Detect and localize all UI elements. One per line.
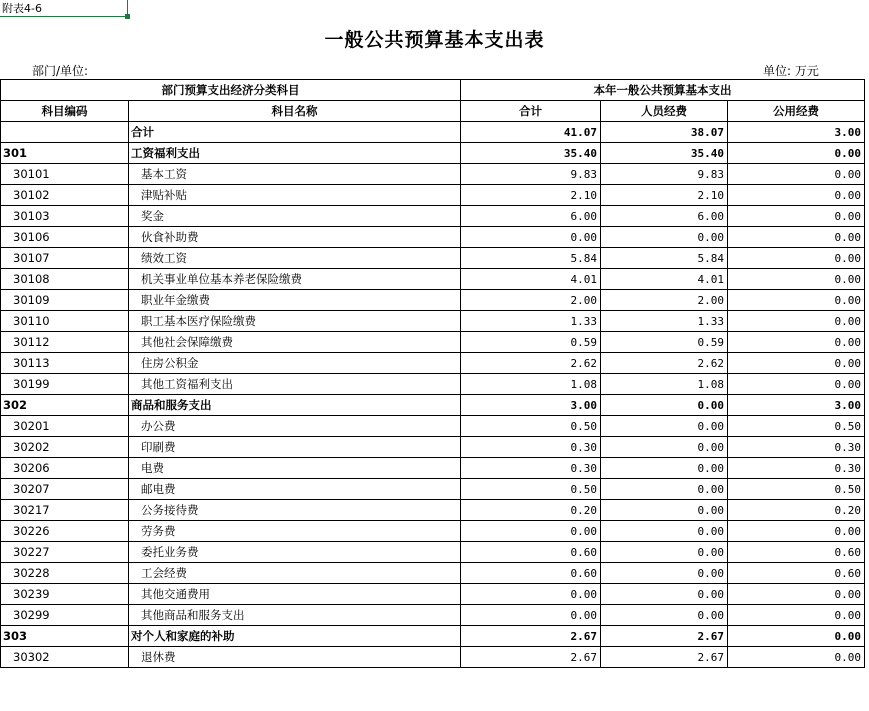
row-personnel[interactable]: 4.01 bbox=[601, 269, 728, 290]
row-public[interactable]: 0.30 bbox=[728, 437, 865, 458]
table-row bbox=[1, 206, 865, 227]
row-personnel[interactable]: 2.10 bbox=[601, 185, 728, 206]
row-personnel[interactable]: 0.00 bbox=[601, 458, 728, 479]
row-total[interactable]: 2.00 bbox=[461, 290, 601, 311]
row-public[interactable]: 0.00 bbox=[728, 164, 865, 185]
row-personnel[interactable]: 2.67 bbox=[601, 647, 728, 668]
row-name[interactable]: 工资福利支出 bbox=[129, 143, 461, 164]
table-row bbox=[1, 647, 865, 668]
row-name[interactable]: 工会经费 bbox=[129, 563, 461, 584]
row-total[interactable]: 5.84 bbox=[461, 248, 601, 269]
row-code[interactable]: 30106 bbox=[1, 227, 129, 248]
row-code[interactable]: 30217 bbox=[1, 500, 129, 521]
row-personnel[interactable]: 1.08 bbox=[601, 374, 728, 395]
row-code[interactable]: 30207 bbox=[1, 479, 129, 500]
row-total[interactable]: 41.07 bbox=[461, 122, 601, 143]
table-row bbox=[1, 374, 865, 395]
row-total[interactable]: 0.59 bbox=[461, 332, 601, 353]
row-personnel[interactable]: 35.40 bbox=[601, 143, 728, 164]
row-code[interactable]: 30112 bbox=[1, 332, 129, 353]
row-code[interactable]: 30109 bbox=[1, 290, 129, 311]
row-name[interactable]: 办公费 bbox=[129, 416, 461, 437]
row-public[interactable]: 0.50 bbox=[728, 416, 865, 437]
row-code[interactable]: 30108 bbox=[1, 269, 129, 290]
row-name[interactable]: 职工基本医疗保险缴费 bbox=[129, 311, 461, 332]
row-code[interactable]: 30202 bbox=[1, 437, 129, 458]
header-group-left: 部门预算支出经济分类科目 bbox=[1, 80, 461, 101]
row-personnel[interactable]: 0.00 bbox=[601, 521, 728, 542]
row-public[interactable]: 3.00 bbox=[728, 122, 865, 143]
table-row bbox=[1, 563, 865, 584]
row-name[interactable]: 公务接待费 bbox=[129, 500, 461, 521]
row-name[interactable]: 商品和服务支出 bbox=[129, 395, 461, 416]
row-code[interactable]: 30103 bbox=[1, 206, 129, 227]
row-total[interactable]: 2.67 bbox=[461, 647, 601, 668]
row-total[interactable]: 0.50 bbox=[461, 416, 601, 437]
table-body bbox=[1, 122, 865, 668]
row-personnel[interactable]: 2.00 bbox=[601, 290, 728, 311]
row-personnel[interactable]: 0.00 bbox=[601, 584, 728, 605]
row-code[interactable]: 302 bbox=[1, 395, 129, 416]
table-row bbox=[1, 626, 865, 647]
row-personnel[interactable]: 1.33 bbox=[601, 311, 728, 332]
selected-cell[interactable] bbox=[0, 0, 128, 17]
row-name[interactable]: 其他社会保障缴费 bbox=[129, 332, 461, 353]
header-code: 科目编码 bbox=[1, 101, 129, 122]
row-public[interactable]: 0.00 bbox=[728, 206, 865, 227]
row-name[interactable]: 绩效工资 bbox=[129, 248, 461, 269]
row-public[interactable]: 0.00 bbox=[728, 332, 865, 353]
row-total[interactable]: 0.20 bbox=[461, 500, 601, 521]
table-row bbox=[1, 164, 865, 185]
row-personnel[interactable]: 0.00 bbox=[601, 416, 728, 437]
row-personnel[interactable]: 9.83 bbox=[601, 164, 728, 185]
fill-handle[interactable] bbox=[125, 14, 130, 19]
row-public[interactable]: 0.20 bbox=[728, 500, 865, 521]
table-row bbox=[1, 269, 865, 290]
table-row bbox=[1, 122, 865, 143]
row-code[interactable]: 30206 bbox=[1, 458, 129, 479]
row-personnel[interactable]: 0.59 bbox=[601, 332, 728, 353]
budget-table bbox=[0, 79, 865, 668]
row-public[interactable]: 0.00 bbox=[728, 185, 865, 206]
row-public[interactable]: 0.50 bbox=[728, 479, 865, 500]
row-total[interactable]: 0.30 bbox=[461, 458, 601, 479]
row-public[interactable]: 0.00 bbox=[728, 269, 865, 290]
row-total[interactable]: 0.50 bbox=[461, 479, 601, 500]
row-total[interactable]: 2.62 bbox=[461, 353, 601, 374]
row-personnel[interactable]: 0.00 bbox=[601, 395, 728, 416]
row-code[interactable]: 30227 bbox=[1, 542, 129, 563]
row-total[interactable]: 1.08 bbox=[461, 374, 601, 395]
row-code[interactable] bbox=[1, 122, 129, 143]
table-row bbox=[1, 500, 865, 521]
table-row bbox=[1, 353, 865, 374]
row-personnel[interactable]: 2.67 bbox=[601, 626, 728, 647]
row-public[interactable]: 0.00 bbox=[728, 248, 865, 269]
row-total[interactable]: 0.60 bbox=[461, 542, 601, 563]
row-personnel[interactable]: 0.00 bbox=[601, 605, 728, 626]
row-personnel[interactable]: 0.00 bbox=[601, 479, 728, 500]
row-code[interactable]: 30113 bbox=[1, 353, 129, 374]
row-code[interactable]: 30110 bbox=[1, 311, 129, 332]
row-code[interactable]: 30199 bbox=[1, 374, 129, 395]
table-row bbox=[1, 290, 865, 311]
row-total[interactable]: 2.67 bbox=[461, 626, 601, 647]
unit-label: 单位: 万元 bbox=[763, 64, 819, 78]
row-public[interactable]: 0.00 bbox=[728, 605, 865, 626]
dept-label: 部门/单位: bbox=[32, 64, 89, 78]
row-personnel[interactable]: 6.00 bbox=[601, 206, 728, 227]
table-row bbox=[1, 542, 865, 563]
row-name[interactable]: 职业年金缴费 bbox=[129, 290, 461, 311]
page-title: 一般公共预算基本支出表 bbox=[324, 29, 545, 51]
row-name[interactable]: 退休费 bbox=[129, 647, 461, 668]
row-code[interactable]: 30201 bbox=[1, 416, 129, 437]
row-code[interactable]: 30101 bbox=[1, 164, 129, 185]
row-public[interactable]: 0.60 bbox=[728, 563, 865, 584]
row-code[interactable]: 30102 bbox=[1, 185, 129, 206]
row-total[interactable]: 3.00 bbox=[461, 395, 601, 416]
row-personnel[interactable]: 0.00 bbox=[601, 500, 728, 521]
row-personnel[interactable]: 0.00 bbox=[601, 227, 728, 248]
row-total[interactable]: 4.01 bbox=[461, 269, 601, 290]
table-row bbox=[1, 521, 865, 542]
header-personnel: 人员经费 bbox=[601, 101, 728, 122]
row-public[interactable]: 0.00 bbox=[728, 521, 865, 542]
row-name[interactable]: 机关事业单位基本养老保险缴费 bbox=[129, 269, 461, 290]
row-public[interactable]: 0.00 bbox=[728, 143, 865, 164]
row-public[interactable]: 0.00 bbox=[728, 584, 865, 605]
row-personnel[interactable]: 0.00 bbox=[601, 563, 728, 584]
table-row bbox=[1, 248, 865, 269]
row-name[interactable]: 劳务费 bbox=[129, 521, 461, 542]
table-row bbox=[1, 479, 865, 500]
row-total[interactable]: 0.00 bbox=[461, 227, 601, 248]
row-code[interactable]: 303 bbox=[1, 626, 129, 647]
row-total[interactable]: 6.00 bbox=[461, 206, 601, 227]
header-public: 公用经费 bbox=[728, 101, 865, 122]
row-public[interactable]: 0.30 bbox=[728, 458, 865, 479]
row-personnel[interactable]: 2.62 bbox=[601, 353, 728, 374]
row-name[interactable]: 其他交通费用 bbox=[129, 584, 461, 605]
row-total[interactable]: 35.40 bbox=[461, 143, 601, 164]
row-total[interactable]: 2.10 bbox=[461, 185, 601, 206]
row-public[interactable]: 0.00 bbox=[728, 626, 865, 647]
row-code[interactable]: 30302 bbox=[1, 647, 129, 668]
table-row bbox=[1, 311, 865, 332]
table-row bbox=[1, 416, 865, 437]
row-name[interactable]: 邮电费 bbox=[129, 479, 461, 500]
row-code[interactable]: 30239 bbox=[1, 584, 129, 605]
row-name[interactable]: 合计 bbox=[129, 122, 461, 143]
row-code[interactable]: 30228 bbox=[1, 563, 129, 584]
row-name[interactable]: 伙食补助费 bbox=[129, 227, 461, 248]
row-total[interactable]: 0.60 bbox=[461, 563, 601, 584]
row-personnel[interactable]: 5.84 bbox=[601, 248, 728, 269]
table-row bbox=[1, 437, 865, 458]
row-total[interactable]: 0.30 bbox=[461, 437, 601, 458]
table-row bbox=[1, 143, 865, 164]
table-row bbox=[1, 227, 865, 248]
row-code[interactable]: 30107 bbox=[1, 248, 129, 269]
row-public[interactable]: 0.00 bbox=[728, 353, 865, 374]
header-name: 科目名称 bbox=[129, 101, 461, 122]
row-name[interactable]: 电费 bbox=[129, 458, 461, 479]
row-public[interactable]: 0.00 bbox=[728, 227, 865, 248]
row-name[interactable]: 基本工资 bbox=[129, 164, 461, 185]
row-public[interactable]: 0.00 bbox=[728, 647, 865, 668]
row-code[interactable]: 30299 bbox=[1, 605, 129, 626]
row-total[interactable]: 0.00 bbox=[461, 584, 601, 605]
row-total[interactable]: 1.33 bbox=[461, 311, 601, 332]
row-total[interactable]: 0.00 bbox=[461, 521, 601, 542]
row-total[interactable]: 0.00 bbox=[461, 605, 601, 626]
header-total: 合计 bbox=[461, 101, 601, 122]
row-code[interactable]: 30226 bbox=[1, 521, 129, 542]
cell-ref-text: 附表4-6 bbox=[2, 2, 42, 15]
row-personnel[interactable]: 0.00 bbox=[601, 437, 728, 458]
row-total[interactable]: 9.83 bbox=[461, 164, 601, 185]
row-public[interactable]: 0.60 bbox=[728, 542, 865, 563]
row-personnel[interactable]: 38.07 bbox=[601, 122, 728, 143]
row-name[interactable]: 住房公积金 bbox=[129, 353, 461, 374]
row-name[interactable]: 其他工资福利支出 bbox=[129, 374, 461, 395]
row-name[interactable]: 对个人和家庭的补助 bbox=[129, 626, 461, 647]
row-code[interactable]: 301 bbox=[1, 143, 129, 164]
row-personnel[interactable]: 0.00 bbox=[601, 542, 728, 563]
row-public[interactable]: 0.00 bbox=[728, 374, 865, 395]
row-name[interactable]: 津贴补贴 bbox=[129, 185, 461, 206]
table-row bbox=[1, 185, 865, 206]
table-row bbox=[1, 458, 865, 479]
row-name[interactable]: 其他商品和服务支出 bbox=[129, 605, 461, 626]
header-group-right: 本年一般公共预算基本支出 bbox=[461, 80, 865, 101]
table-row bbox=[1, 395, 865, 416]
table-row bbox=[1, 584, 865, 605]
row-name[interactable]: 奖金 bbox=[129, 206, 461, 227]
row-name[interactable]: 印刷费 bbox=[129, 437, 461, 458]
row-public[interactable]: 0.00 bbox=[728, 311, 865, 332]
row-name[interactable]: 委托业务费 bbox=[129, 542, 461, 563]
row-public[interactable]: 0.00 bbox=[728, 290, 865, 311]
row-public[interactable]: 3.00 bbox=[728, 395, 865, 416]
table-row bbox=[1, 332, 865, 353]
table-row bbox=[1, 605, 865, 626]
